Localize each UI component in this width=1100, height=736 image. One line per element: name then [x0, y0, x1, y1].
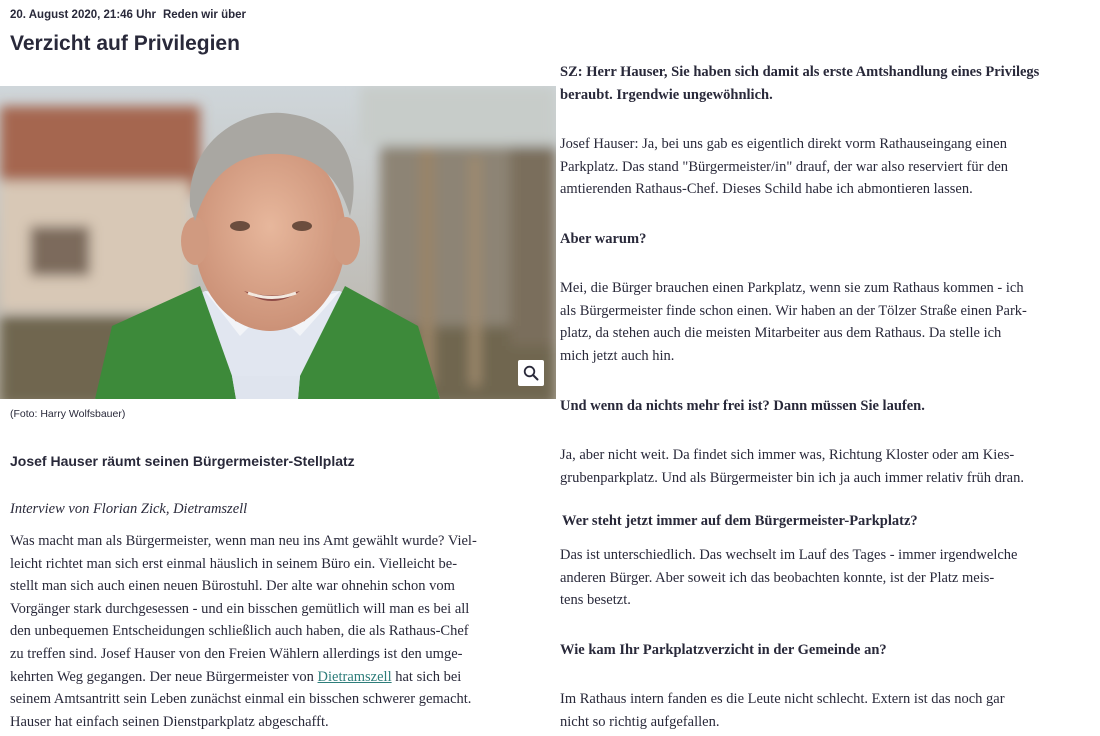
answer-line: amtierenden Rathaus-Chef. Dieses Schild habe ich abmontieren lassen.: [560, 181, 973, 198]
answer-2: [560, 277, 1027, 367]
text-line: Vorgänger stark durchgesessen - und ein bisschen gemütlich will man es bei all: [10, 600, 470, 617]
article-meta: [10, 9, 246, 21]
answer-line: als Bürgermeister finde schon einen. Wir haben an der Tölzer Straße einen Park-: [560, 302, 1027, 319]
question-2: [560, 228, 646, 251]
text-line: stellt man sich auch einen neuen Bürostuhl. Der alte war ohnehin schon vom: [10, 578, 455, 595]
article-photo: [0, 86, 556, 399]
answer-line: nicht so richtig aufgefallen.: [560, 713, 720, 730]
answer-line: Mei, die Bürger brauchen einen Parkplatz, wenn sie zum Rathaus kommen - ich: [560, 280, 1024, 296]
question-line: Wer steht jetzt immer auf dem Bürgermeister-Parkplatz?: [562, 513, 918, 529]
text-segment: kehrten Weg gegangen. Der neue Bürgermeister von: [10, 668, 314, 685]
question-4: [562, 510, 918, 533]
question-1: [560, 61, 1039, 106]
text-line-with-link: [10, 666, 550, 689]
article-date: 20. August 2020, 21:46 Uhr: [10, 9, 156, 21]
article-subheadline: Josef Hauser räumt seinen Bürgermeister-Stellplatz: [10, 453, 355, 469]
answer-line: grubenparkplatz. Und als Bürgermeister bin ich ja auch immer relativ früh dran.: [560, 469, 1024, 486]
dietramszell-link[interactable]: Dietramszell: [317, 668, 392, 685]
article-kicker: Reden wir über: [162, 9, 247, 21]
answer-line: Im Rathaus intern fanden es die Leute nicht schlecht. Extern ist das noch gar: [560, 691, 1005, 707]
article-title: Verzicht auf Privilegien: [10, 32, 240, 55]
answer-line: Das ist unterschiedlich. Das wechselt im Lauf des Tages - immer irgendwelche: [560, 547, 1018, 563]
text-line: den unbequemen Entscheidungen schließlich auch haben, die als Rathaus-Chef: [10, 623, 469, 640]
text-line: Hauser hat einfach seinen Dienstparkplatz abgeschafft.: [10, 713, 329, 730]
photo-caption: (Foto: Harry Wolfsbauer): [10, 408, 126, 420]
zoom-button[interactable]: [518, 360, 544, 386]
question-line: beraubt. Irgendwie ungewöhnlich.: [560, 86, 773, 103]
article-byline: Interview von Florian Zick, Dietramszell: [10, 501, 248, 517]
answer-line: Josef Hauser: Ja, bei uns gab es eigentlich direkt vorm Rathauseingang einen: [560, 136, 1007, 152]
answer-1: [560, 133, 1008, 201]
question-5: [560, 639, 887, 662]
portrait-image: [0, 86, 556, 399]
text-line: leicht richtet man sich erst einmal häuslich in seinem Büro ein. Vielleicht be-: [10, 555, 458, 572]
text-line: zu treffen sind. Josef Hauser von den Freien Wählern allerdings ist den umge-: [10, 645, 463, 662]
answer-3: [560, 444, 1024, 489]
question-3: [560, 395, 925, 418]
question-line: Und wenn da nichts mehr frei ist? Dann müssen Sie laufen.: [560, 398, 925, 414]
answer-line: Ja, aber nicht weit. Da findet sich immer was, Richtung Kloster oder am Kies-: [560, 447, 1015, 463]
question-line: Wie kam Ihr Parkplatzverzicht in der Gemeinde an?: [560, 642, 887, 658]
question-line: Aber warum?: [560, 231, 647, 247]
answer-line: mich jetzt auch hin.: [560, 347, 675, 364]
text-line: Was macht man als Bürgermeister, wenn man neu ins Amt gewählt wurde? Viel-: [10, 533, 477, 549]
intro-paragraph: [10, 530, 550, 733]
answer-line: Parkplatz. Das stand "Bürgermeister/in" drauf, der war also reserviert für den: [560, 158, 1009, 175]
question-line: SZ: Herr Hauser, Sie haben sich damit als erste Amtshandlung eines Privilegs: [560, 64, 1040, 80]
answer-5: [560, 688, 1005, 733]
answer-line: tens besetzt.: [560, 592, 631, 609]
answer-4: [560, 544, 1017, 612]
answer-line: anderen Bürger. Aber soweit ich das beobachten konnte, ist der Platz meis-: [560, 569, 995, 586]
answer-line: platz, da stehen auch die meisten Mitarbeiter aus dem Rathaus. Da stelle ich: [560, 325, 1002, 342]
text-segment: hat sich bei: [395, 668, 462, 685]
magnifier-icon: [523, 365, 539, 381]
text-line: seinem Amtsantritt sein Leben zunächst einmal ein bisschen schwerer gemacht.: [10, 691, 472, 708]
